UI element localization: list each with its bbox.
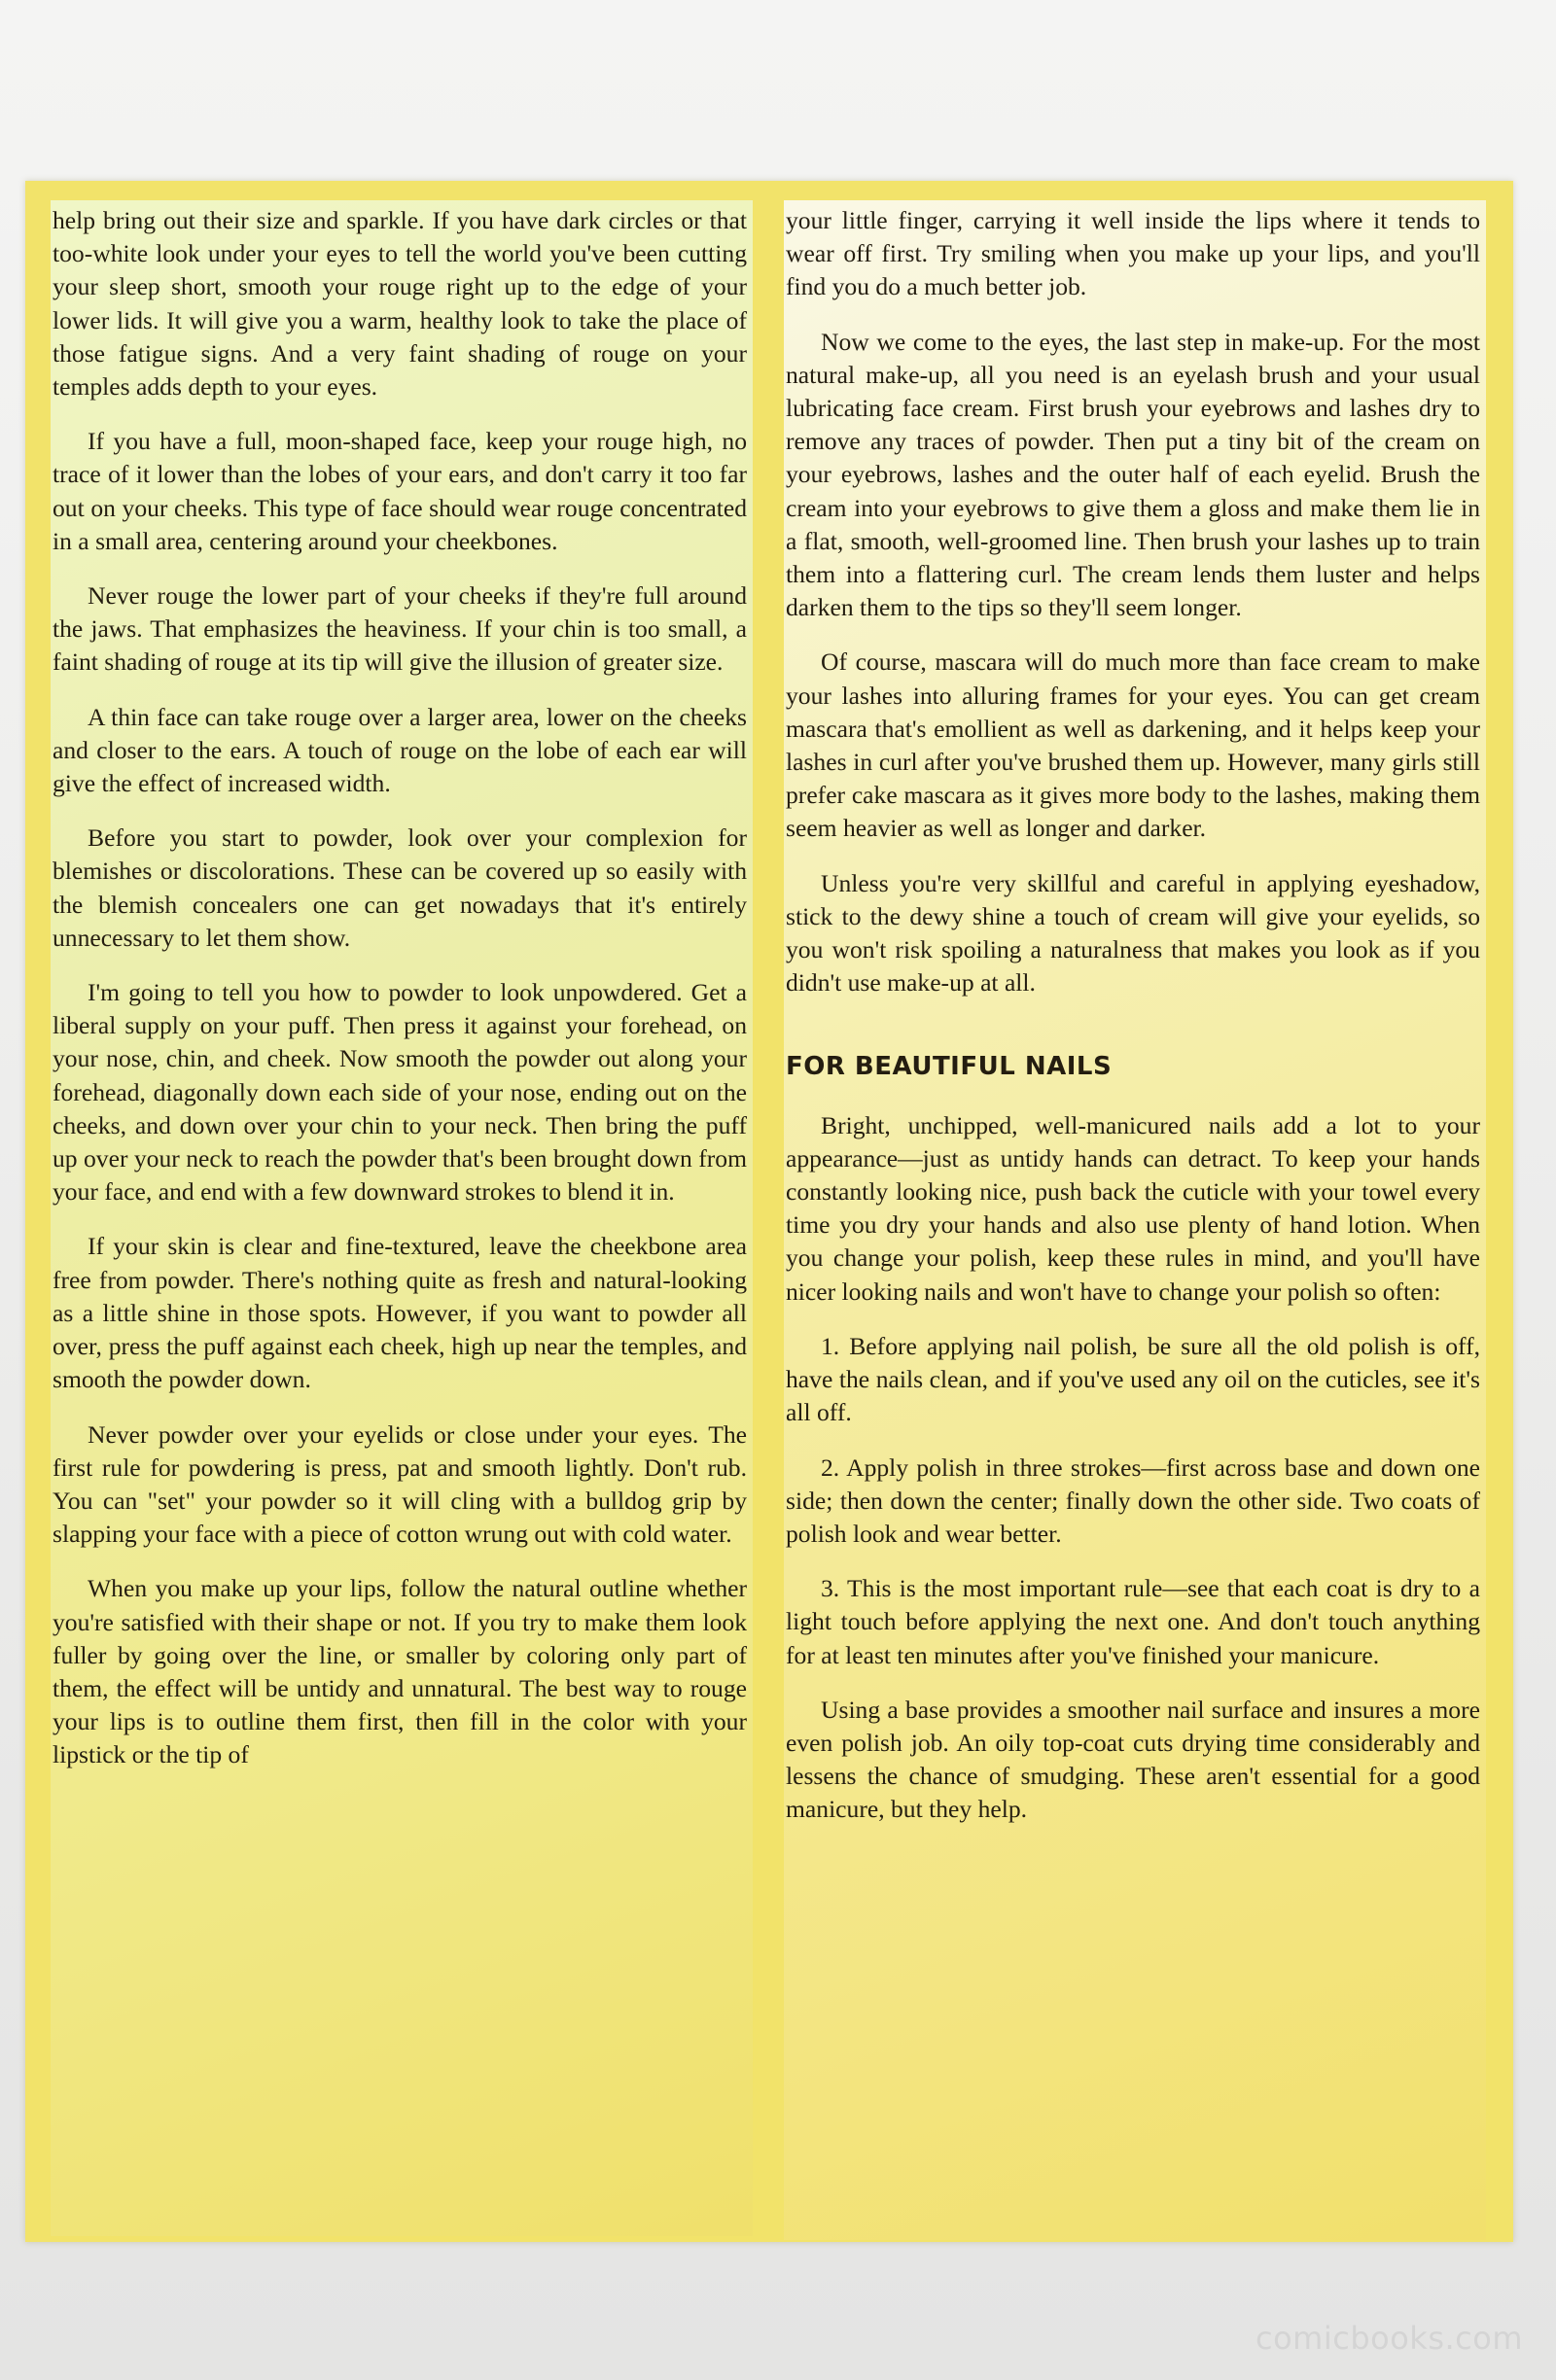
paragraph: 1. Before applying nail polish, be sure all the old polish is off, have the nails clean, and if you've used any oil on the cuticles, see it's all off.	[786, 1331, 1480, 1427]
paragraph: Before you start to powder, look over your complexion for blemishes or discolorations. These can be covered up so easily with the blemish concealers one can get nowadays that it's entirely unnecessary to let them show.	[53, 823, 747, 952]
paragraph: your little finger, carrying it well inside the lips where it tends to wear off first. Try smiling when you make up your lips, and you'll find you do a much better job.	[786, 206, 1480, 301]
section-heading: FOR BEAUTIFUL NAILS	[786, 1052, 1113, 1082]
right-column-text	[784, 200, 1486, 1848]
right-column	[784, 200, 1486, 2240]
paragraph: 3. This is the most important rule—see that each coat is dry to a light touch before applying the next one. And don't touch anything for at least ten minutes after you've finished your manicure.	[786, 1574, 1480, 1669]
paragraph: Never rouge the lower part of your cheeks if they're full around the jaws. That emphasizes the heaviness. If your chin is too small, a faint shading of rouge at its tip will give the illusion of greater size.	[53, 581, 747, 677]
left-column	[51, 200, 753, 2236]
paragraph: Using a base provides a smoother nail surface and insures a more even polish job. An oily top-coat cuts drying time considerably and lessens the chance of smudging. These aren't essential for a good manicure, but they help.	[786, 1695, 1480, 1824]
paragraph: When you make up your lips, follow the natural outline whether you're satisfied with their shape or not. If you try to make them look fuller by going over the line, or smaller by coloring only part of them, the effect will be untidy and unnatural. The best way to rouge your lips is to outline them first, then fill in the color with your lipstick or the tip of	[53, 1574, 747, 1769]
left-column-text	[51, 200, 753, 1794]
paragraph: If you have a full, moon-shaped face, keep your rouge high, no trace of it lower than the lobes of your ears, and don't carry it too far out on your cheeks. This type of face should wear rouge concentrated in a small area, centering around your cheekbones.	[53, 427, 747, 555]
paragraph: If your skin is clear and fine-textured, leave the cheekbone area free from powder. There's nothing quite as fresh and natural-looking as a little shine in those spots. However, if you want to powder all over, press the puff against each cheek, high up near the temples, and smooth the powder down.	[53, 1232, 747, 1394]
paragraph: help bring out their size and sparkle. If you have dark circles or that too-white look under your eyes to tell the world you've been cutting your sleep short, smooth your rouge right up to the edge of your lower lids. It will give you a warm, healthy look to take the place of those fatigue signs. And a very faint shading of rouge on your temples adds depth to your eyes.	[53, 206, 747, 402]
paragraph: I'm going to tell you how to powder to look unpowdered. Get a liberal supply on your puff. Then press it against your forehead, on your nose, chin, and cheek. Now smooth the powder out along your forehead, diagonally down each side of your nose, ending out on the cheeks, and down over your chin to your neck. Then bring the puff up over your neck to reach the powder that's been brought down from your face, and end with a few downward strokes to blend it in.	[53, 978, 747, 1207]
paragraph: Unless you're very skillful and careful in applying eyeshadow, stick to the dewy shine a touch of cream will give your eyelids, so you won't risk spoiling a naturalness that makes you look as if you didn't use make-up at all.	[786, 868, 1480, 998]
paragraph: Never powder over your eyelids or close under your eyes. The first rule for powdering is press, pat and smooth lightly. Don't rub. You can "set" your powder so it will cling with a bulldog grip by slapping your face with a piece of cotton wrung out with cold water.	[53, 1419, 747, 1549]
paragraph: Now we come to the eyes, the last step in make-up. For the most natural make-up, all you need is an eyelash brush and your usual lubricating face cream. First brush your eyebrows and lashes dry to remove any traces of powder. Then put a tiny bit of the cream on your eyebrows, lashes and the outer half of each eyelid. Brush the cream into your eyebrows to give them a gloss and make them lie in a flat, smooth, well-groomed line. Then brush your lashes up to train them into a flattering curl. The cream lends them luster and helps darken them to the tips so they'll seem longer.	[786, 327, 1480, 622]
watermark: comicbooks.com	[1255, 2320, 1523, 2357]
paragraph: Of course, mascara will do much more than face cream to make your lashes into alluring frames for your eyes. You can get cream mascara that's emollient as well as darkening, and it helps keep your lashes in curl after you've brushed them up. However, many girls still prefer cake mascara as it gives more body to the lashes, making them seem heavier as well as longer and darker.	[786, 648, 1480, 843]
paragraph: 2. Apply polish in three strokes—first across base and down one side; then down the center; finally down the other side. Two coats of polish look and wear better.	[786, 1452, 1480, 1548]
paragraph: Bright, unchipped, well-manicured nails add a lot to your appearance—just as untidy hands can detract. To keep your hands constantly looking nice, push back the cuticle with your towel every time you dry your hands and also use plenty of hand lotion. When you change your polish, keep these rules in mind, and you'll have nicer looking nails and won't have to change your polish so often:	[786, 1110, 1480, 1306]
paragraph: A thin face can take rouge over a larger area, lower on the cheeks and closer to the ears. A touch of rouge on the lobe of each ear will give the effect of increased width.	[53, 702, 747, 798]
